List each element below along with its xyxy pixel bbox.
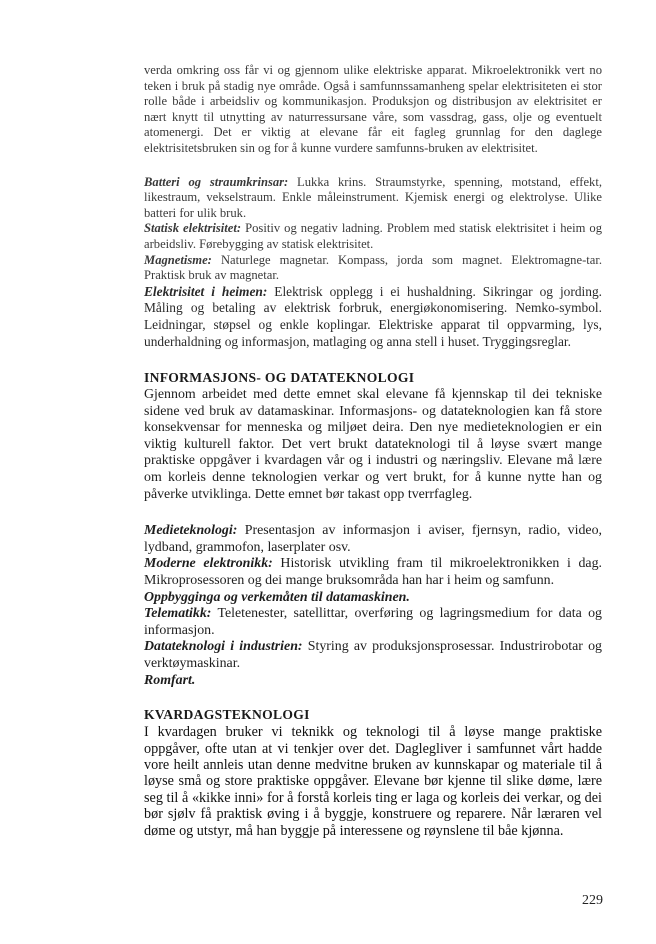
topic-text: Naturlege magnetar. Kompass, jorda som magnet. Elektromagne-tar. Praktisk bruk av magnetar. xyxy=(144,252,602,283)
topic-term: Magnetisme: xyxy=(144,252,212,267)
topic-text: Positiv og negativ ladning. Problem med statisk elektrisitet i heim og arbeidsliv. Førebygging av statisk elektrisitet. xyxy=(144,221,603,251)
topic-computer-structure xyxy=(144,590,602,607)
section-everyday-body: I kvardagen bruker vi teknikk og teknologi til å løyse mange praktiske oppgåver, ofte utan at vi tenkjer over det. Daglegliver i samfunnet vårt hadde vore heilt annleis utan denne medvitne bruken av kunnskapar og materiale til å løyse små og store praktiske oppgåver. Elevane bør kjenne til slike døme, lære seg til å «kikke inni» for å forstå korleis ting er laga og korleis dei verkar, og dei bør sjølv få praktisk øving i å byggje, konstruere og reparere. Når læraren vel døme og utstyr, må han byggje på interessene og røynslene til båe kjønna. xyxy=(144,724,602,839)
topic-term: Telematikk: xyxy=(144,606,212,622)
topic-magnetism xyxy=(144,253,602,284)
section-heading-it: INFORMASJONS- OG DATATEKNOLOGI xyxy=(144,370,415,386)
topic-text: Historisk utvikling fram til mikroelektronikken i dag. Mikroprosessoren og dei mange bruksområda han har i heim og samfunn. xyxy=(144,556,602,589)
topic-media-technology xyxy=(144,523,602,556)
topic-term: Medieteknologi: xyxy=(144,523,238,539)
topic-static-electricity xyxy=(144,221,602,252)
topic-telematics xyxy=(144,606,602,639)
topic-term: Elektrisitet i heimen: xyxy=(144,283,268,299)
topic-text: Presentasjon av informasjon i aviser, fjernsyn, radio, video, lydband, grammofon, laserplater osv. xyxy=(144,523,602,555)
electricity-topic-list xyxy=(144,175,602,351)
topic-text: Styring av produksjonsprosessar. Industrirobotar og verktøymaskinar. xyxy=(144,639,603,671)
topic-text: Teletenester, satellittar, overføring og lagringsmedium for data og informasjon. xyxy=(144,606,602,638)
section-heading-everyday: KVARDAGSTEKNOLOGI xyxy=(144,707,310,723)
topic-term: Oppbygginga og verkemåten til datamaskinen. xyxy=(144,589,410,605)
topic-text: Lukka krins. Straumstyrke, spenning, motstand, effekt, likestraum, vekselstraum. Enkle måleinstrument. Kjemisk energi og elektrolyse. Ulike batteri for ulik bruk. xyxy=(144,174,603,220)
topic-term: Statisk elektrisitet: xyxy=(144,221,242,236)
topic-modern-electronics xyxy=(144,556,602,589)
section-it-body: Gjennom arbeidet med dette emnet skal elevane få kjennskap til dei tekniske sidene ved bruk av datamaskinar. Informasjons- og datateknologien kan få store konsekvensar for menneska og miljøet deira. Den nye medieteknologien er ein viktig kulturell faktor. Det vert brukt datateknologi til å løyse svært mange praktiske oppgåver i kvardagen vår og i industri og næringsliv. Elevane må lære om korleis denne teknologien verkar og vert brukt, for å kunne nytte han og påverke utviklinga. Dette emnet bør takast opp tverrfagleg. xyxy=(144,387,602,502)
intro-paragraph: verda omkring oss får vi og gjennom ulike elektriske apparat. Mikroelektronikk vert no teken i bruk på stadig nye område. Også i samfunnssamanheng spelar elektrisiteten ei stor rolle både i arbeidsliv og kommunikasjon. Produksjon og distribusjon av elektrisitet er nært knytt til utnytting av naturressursane våre, som vassdrag, gass, olje og eventuelt atomenergi. Det er viktig at elevane får eit fagleg grunnlag for den daglege elektrisitetsbruken sin og for å kunne vurdere samfunns-bruken av elektrisitet. xyxy=(144,63,602,155)
topic-term: Romfart. xyxy=(144,672,196,688)
topic-text: Elektrisk opplegg i ei hushaldning. Sikringar og jording. Måling og betaling av elektrisk forbruk, energiøkonomisering. Nemko-symbol. Leidningar, støpsel og enkle koplingar. Elektriske apparat til oppvarming, lys, underhaldning og informasjon, matlaging og anna stell i huset. Tryggingsreglar. xyxy=(144,283,602,349)
topic-term: Datateknologi i industrien: xyxy=(144,639,303,655)
it-topic-list xyxy=(144,523,602,689)
topic-batteries xyxy=(144,175,602,222)
page-content xyxy=(144,63,602,839)
topic-industry-computing xyxy=(144,639,602,672)
topic-space-travel xyxy=(144,673,602,690)
page-number: 229 xyxy=(582,893,603,908)
topic-term: Moderne elektronikk: xyxy=(144,556,273,572)
topic-electricity-home xyxy=(144,284,602,350)
topic-term: Batteri og straumkrinsar: xyxy=(144,174,289,189)
